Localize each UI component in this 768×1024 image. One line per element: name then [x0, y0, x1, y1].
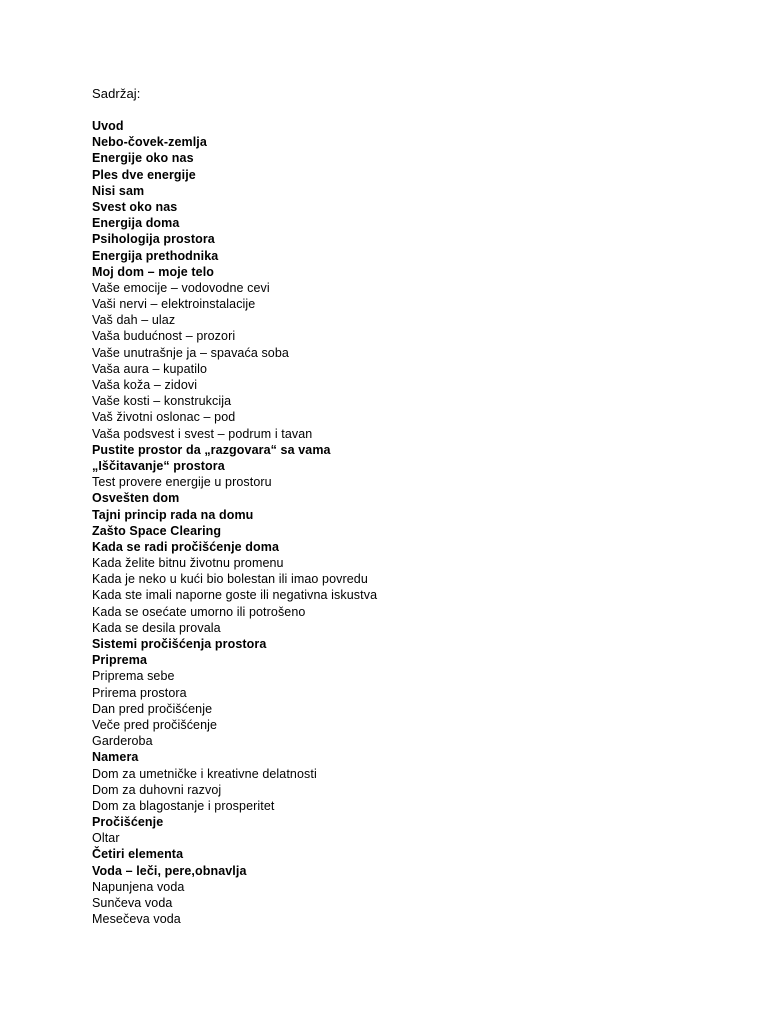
toc-entry: Nisi sam: [92, 183, 145, 198]
toc-entry: Sunčeva voda: [92, 896, 173, 910]
toc-entry: Vaši nervi – elektroinstalacije: [92, 297, 256, 312]
toc-entry: Osvešten dom: [92, 491, 180, 506]
toc-entry: Pročišćenje: [92, 815, 164, 830]
toc-entry: Priprema: [92, 653, 147, 668]
toc-entry: Kada je neko u kući bio bolestan ili imao povredu: [92, 572, 368, 587]
toc-entry: Dom za duhovni razvoj: [92, 782, 222, 797]
toc-entry: Vaš životni oslonac – pod: [92, 410, 236, 425]
toc-entry: Priprema sebe: [92, 669, 175, 684]
toc-entry: Dom za blagostanje i prosperitet: [92, 798, 275, 813]
toc-entry: Prirema prostora: [92, 685, 187, 700]
toc-entry: Kada se osećate umorno ili potrošeno: [92, 604, 306, 619]
toc-entry: Energija doma: [92, 216, 180, 231]
toc-entry: Zašto Space Clearing: [92, 523, 222, 538]
toc-entry: Četiri elementa: [92, 847, 184, 862]
toc-entry: Namera: [92, 750, 139, 765]
toc-entry: Kada ste imali naporne goste ili negativna iskustva: [92, 588, 378, 603]
toc-entry: Kada se desila provala: [92, 620, 221, 635]
toc-entry: Dom za umetničke i kreativne delatnosti: [92, 766, 317, 781]
toc-entry: Dan pred pročišćenje: [92, 701, 213, 716]
toc-entry: Test provere energije u prostoru: [92, 475, 272, 490]
toc-entry: Psihologija prostora: [92, 232, 215, 247]
toc-entry: Vaša aura – kupatilo: [92, 361, 208, 376]
toc-entry: Nebo-čovek-zemlja: [92, 135, 207, 150]
toc-entry: Kada se radi pročišćenje doma: [92, 539, 280, 554]
toc-entry: Napunjena voda: [92, 879, 185, 894]
toc-entry: Svest oko nas: [92, 199, 178, 214]
toc-entry: Vaša koža – zidovi: [92, 378, 198, 392]
toc-entry: Energija prethodnika: [92, 248, 219, 263]
toc-entry: Tajni princip rada na domu: [92, 507, 254, 522]
toc-entry: Kada želite bitnu životnu promenu: [92, 556, 284, 571]
toc-entry: Vaše kosti – konstrukcija: [92, 394, 232, 409]
toc-entry: Mesečeva voda: [92, 912, 181, 927]
toc-list: [92, 118, 377, 927]
toc-entry: Voda – leči, pere,obnavlja: [92, 863, 247, 878]
toc-entry: Sistemi pročišćenja prostora: [92, 637, 267, 651]
toc-entry: Uvod: [92, 119, 124, 133]
toc-entry: Vaše unutrašnje ja – spavaća soba: [92, 345, 289, 360]
toc-entry: Pustite prostor da „razgovara“ sa vama: [92, 442, 331, 457]
toc-entry: Vaš dah – ulaz: [92, 313, 176, 328]
toc-entry: „Iščitavanje“ prostora: [92, 458, 225, 473]
toc-entry: Vaša budućnost – prozori: [92, 329, 236, 344]
toc-entry: Vaše emocije – vodovodne cevi: [92, 280, 270, 295]
toc-entry: Moj dom – moje telo: [92, 264, 215, 279]
toc-entry: Garderoba: [92, 734, 153, 749]
toc-entry: Ples dve energije: [92, 167, 196, 182]
toc-entry: Vaša podsvest i svest – podrum i tavan: [92, 426, 313, 441]
toc-entry: Oltar: [92, 831, 120, 846]
toc-heading: Sadržaj:: [92, 86, 141, 101]
toc-entry: Veče pred pročišćenje: [92, 717, 218, 732]
toc-entry: Energije oko nas: [92, 151, 194, 166]
